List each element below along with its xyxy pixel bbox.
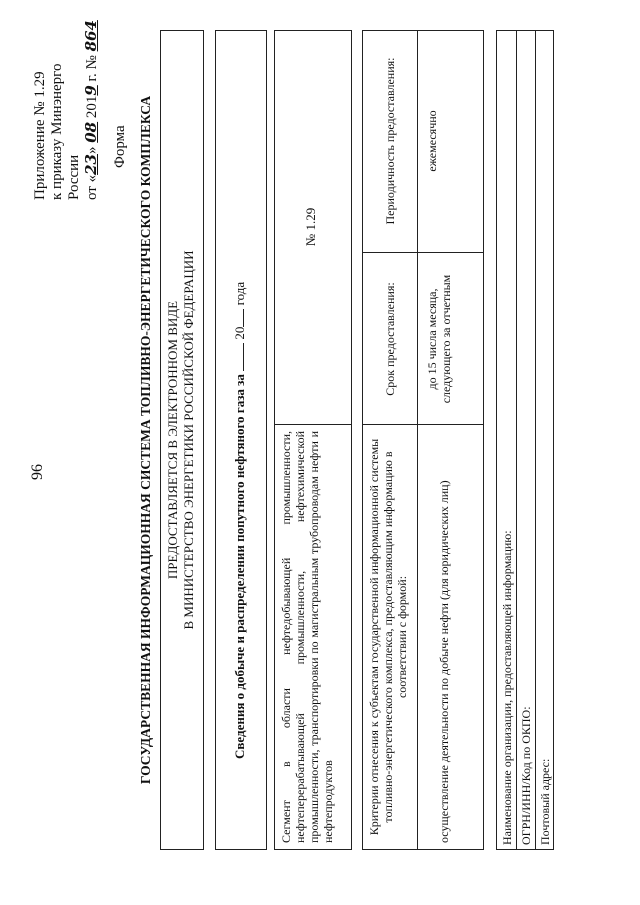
form-number: № 1.29 (303, 207, 318, 247)
org-row-divider-1 (516, 31, 517, 849)
rotated-form-page (10, 20, 610, 880)
page-number: 96 (29, 464, 46, 480)
blank-year (243, 309, 244, 327)
handwritten-order-number: 864 (82, 20, 100, 52)
report-title: Сведения о добыче и распределении попутного нефтяного газа за 20 года (232, 281, 247, 759)
submission-box (160, 30, 204, 850)
org-row-divider-2 (535, 31, 536, 849)
table-cell-deadline: до 15 числа месяца, следующего за отчетным (425, 274, 453, 404)
appendix-order: к приказу Минэнерго России (49, 63, 82, 200)
submission-line-1: ПРЕДОСТАВЛЯЕТСЯ В ЭЛЕКТРОННОМ ВИДЕ (165, 300, 180, 580)
report-title-box (215, 30, 267, 850)
table-header-deadline: Срок предоставления: (383, 282, 397, 396)
appendix-date-line: от «23» 08 2019 г. № 864 (82, 20, 100, 200)
segment-box (274, 30, 352, 850)
criteria-table (362, 30, 484, 850)
table-header-criteria: Критерии отнесения к субъектам государственной информационной системы топливно-энергетического комплекса, предоставляющим информацию в соответствии с формой: (367, 438, 409, 836)
table-header-divider (417, 31, 418, 849)
handwritten-year-digit: 9 (82, 85, 100, 96)
table-cell-periodicity: ежемесячно (425, 110, 439, 172)
table-header-periodicity: Периодичность предоставления: (383, 57, 397, 225)
org-name-field: Наименование организации, предоставляющей информацию: (500, 530, 514, 845)
segment-text: Сегмент в области нефтедобывающей промышленности, нефтеперерабатывающей промышленности, нефтехимической промышленности, транспортировки по магистральным трубопроводам нефти и нефтепродуктов (279, 431, 335, 843)
submission-line-2: В МИНИСТЕРСТВО ЭНЕРГЕТИКИ РОССИЙСКОЙ ФЕДЕРАЦИИ (181, 250, 196, 630)
form-label: Форма (112, 125, 128, 168)
blank-period (243, 343, 244, 371)
table-col-divider-2 (363, 252, 483, 253)
appendix-block (32, 20, 101, 200)
table-cell-criteria: осуществление деятельности по добыче нефти (для юридических лиц) (437, 480, 451, 843)
main-title: ГОСУДАРСТВЕННАЯ ИНФОРМАЦИОННАЯ СИСТЕМА ТОПЛИВНО-ЭНЕРГЕТИЧЕСКОГО КОМПЛЕКСА (138, 95, 153, 785)
handwritten-month: 08 (82, 121, 100, 143)
appendix-title: Приложение № 1.29 (32, 71, 48, 200)
org-ids-field: ОГРН/ИНН/Код по ОКПО: (519, 706, 533, 845)
table-col-divider-1 (363, 424, 483, 425)
organization-info-box (496, 30, 554, 850)
postal-address-field: Почтовый адрес: (538, 758, 552, 845)
handwritten-day: 23 (82, 154, 100, 175)
